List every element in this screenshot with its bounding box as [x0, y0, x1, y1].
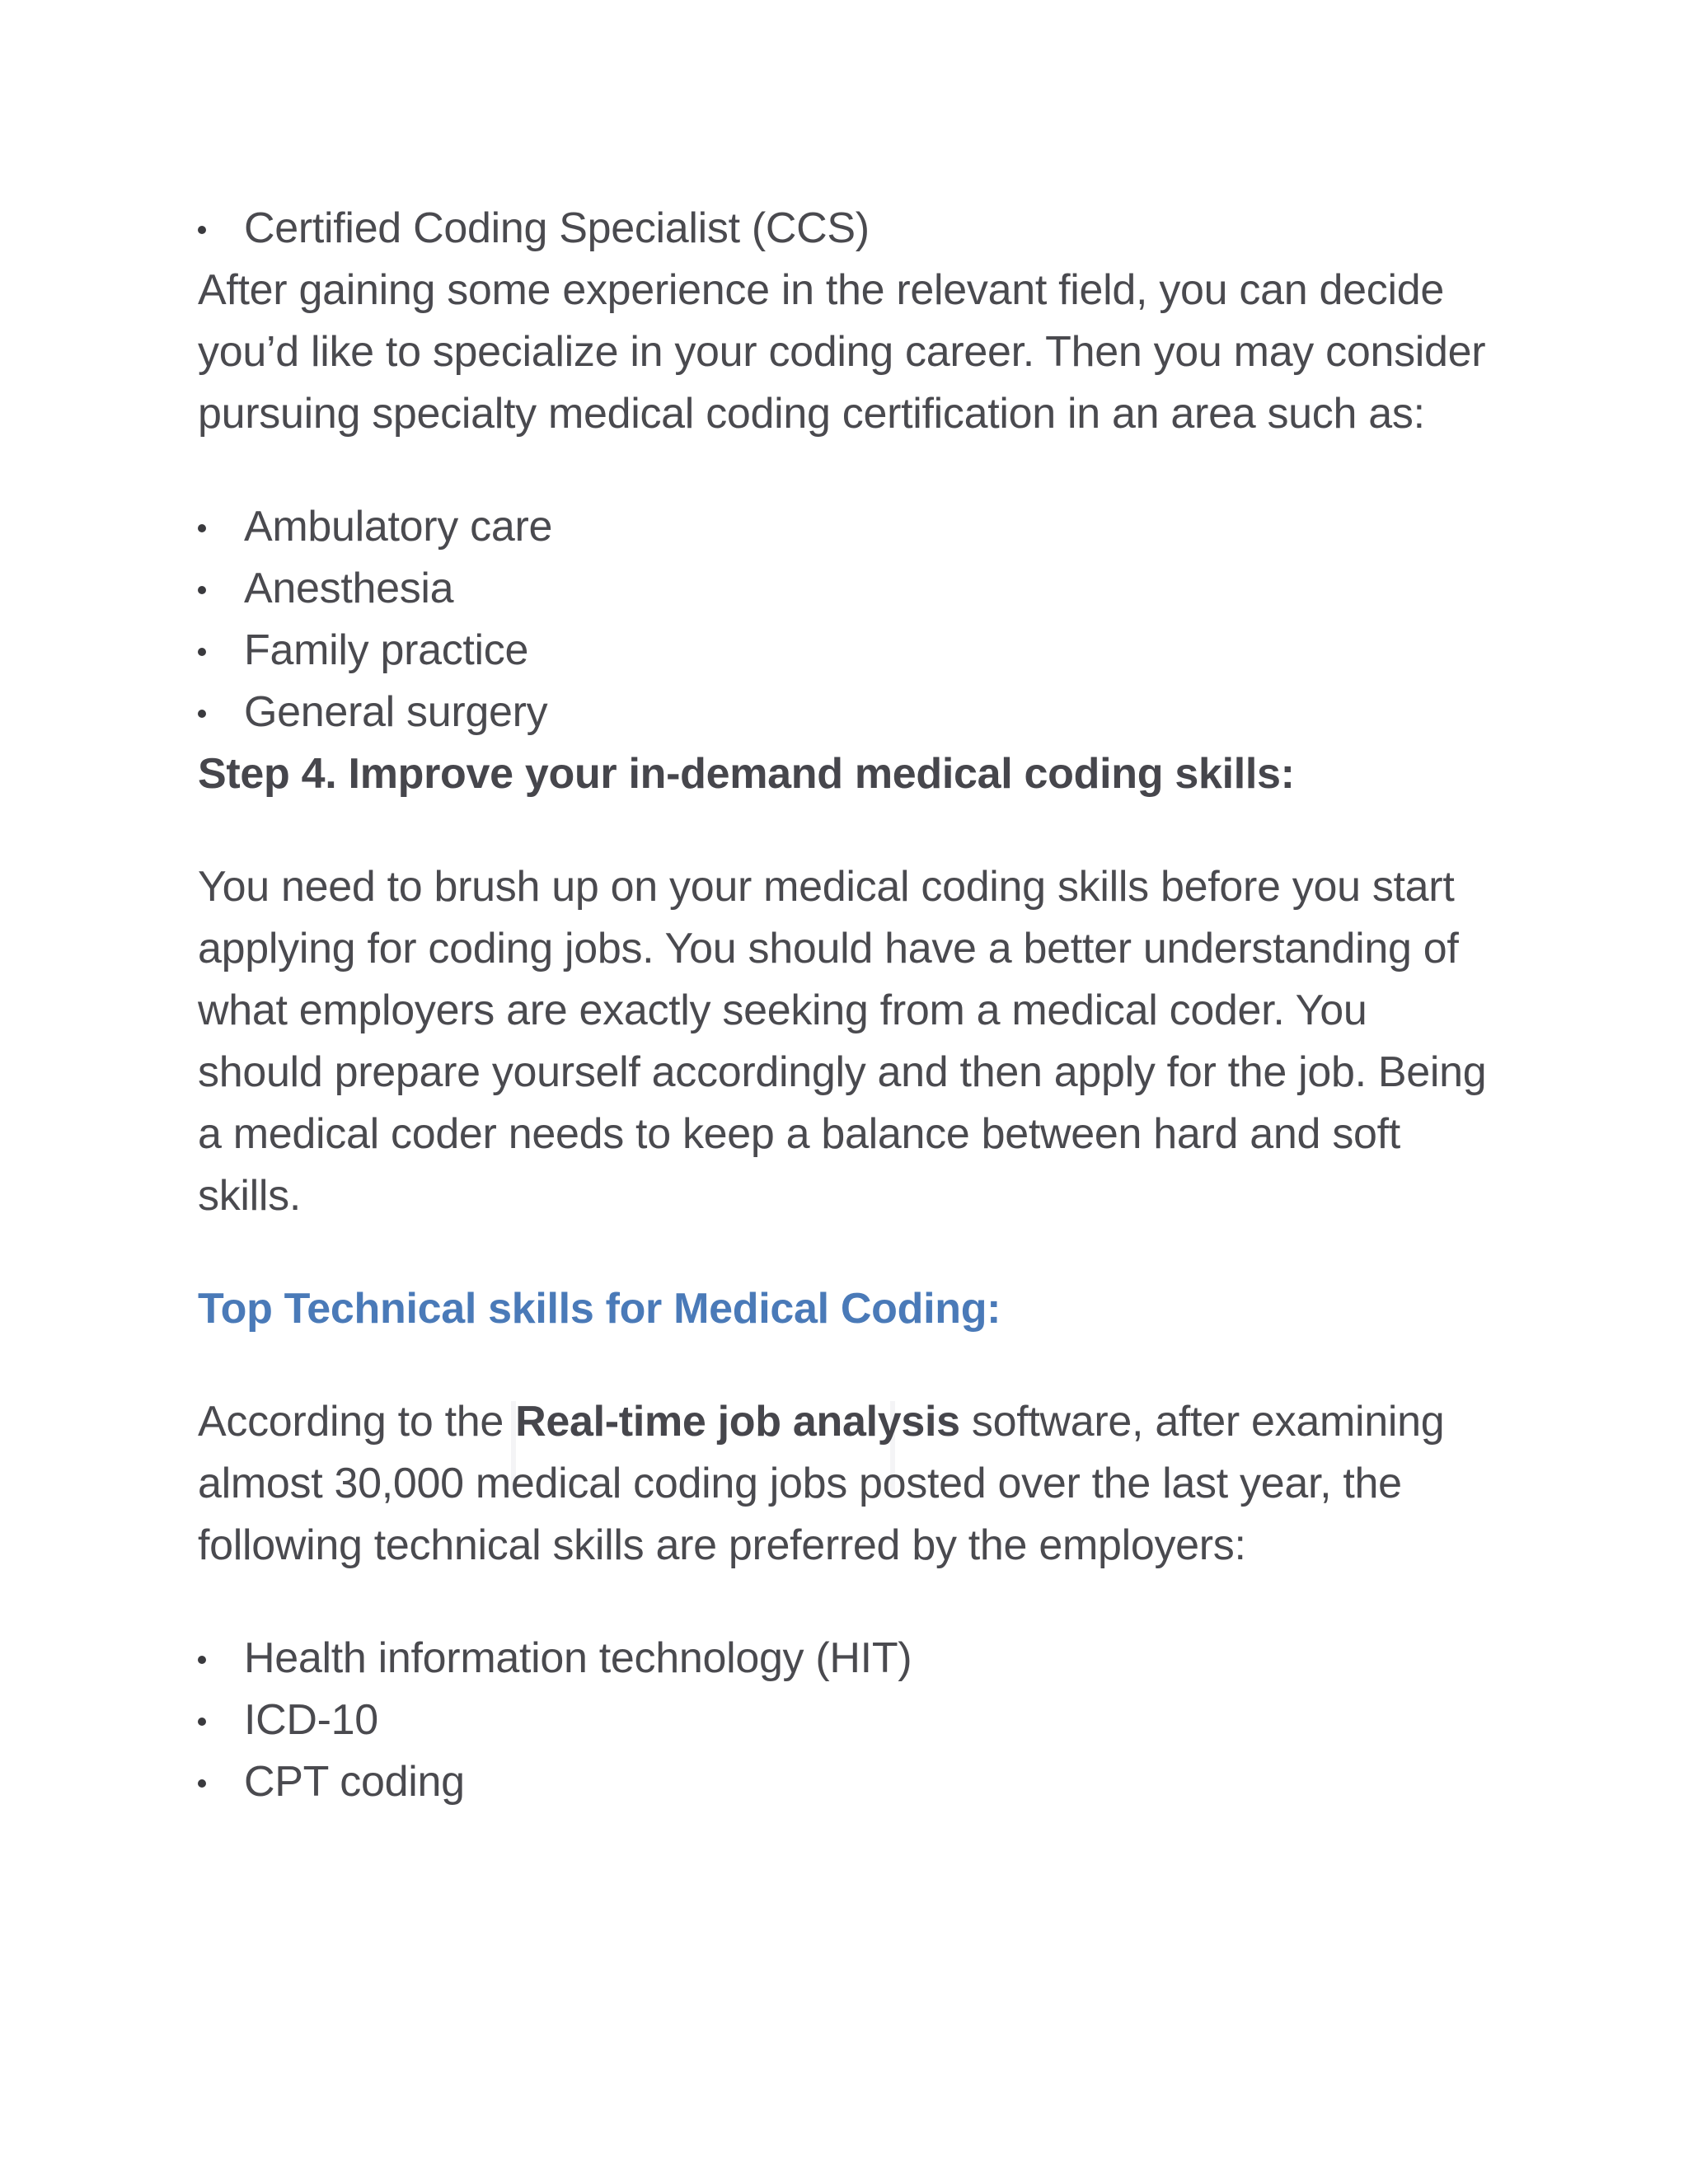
specialty-list	[198, 496, 1500, 743]
spacer	[198, 805, 1500, 856]
list-item-text: Ambulatory care	[244, 503, 553, 551]
spacer	[198, 1577, 1500, 1628]
list-item	[198, 496, 1500, 558]
list-item	[198, 620, 1500, 682]
list-item-text: Anesthesia	[244, 565, 454, 612]
spacer	[198, 1227, 1500, 1278]
list-item	[198, 682, 1500, 743]
analysis-bold-term: Real-time job analysis	[515, 1398, 960, 1446]
list-item	[198, 1751, 1500, 1813]
list-item-text: Health information technology (HIT)	[244, 1634, 912, 1682]
bullet-icon	[198, 648, 206, 656]
step4-heading: Step 4. Improve your in-demand medical coding skills:	[198, 750, 1295, 798]
paragraph-specialize: After gaining some experience in the relevant field, you can decide you’d like to specialize in your coding career. Then you may consider pursuing specialty medical coding certification in an area such as:	[198, 266, 1486, 438]
bullet-icon	[198, 1779, 206, 1788]
certification-list	[198, 198, 1500, 260]
bullet-icon	[198, 710, 206, 718]
list-item	[198, 198, 1500, 260]
technical-skills-heading: Top Technical skills for Medical Coding:	[198, 1285, 1001, 1333]
paragraph-brush-up: You need to brush up on your medical coding skills before you start applying for coding jobs. You should have a better understanding of what employers are exactly seeking from a medical coder. You should prepare yourself accordingly and then apply for the job. Being a medical coder needs to keep a balance between hard and soft skills.	[198, 863, 1487, 1220]
list-item	[198, 1690, 1500, 1751]
list-item-text: Family practice	[244, 626, 529, 674]
spacer	[198, 445, 1500, 496]
bullet-icon	[198, 1718, 206, 1726]
document-body	[198, 198, 1500, 1813]
analysis-prefix: According to the	[198, 1398, 516, 1446]
paragraph-analysis	[198, 1391, 1500, 1577]
analysis-suffix: software, after examining almost 30,000 medical coding jobs posted over the last year, the following technical skills are preferred by the employers:	[198, 1398, 1445, 1569]
spacer	[198, 1340, 1500, 1391]
bullet-icon	[198, 226, 206, 234]
technical-skills-list	[198, 1628, 1500, 1813]
list-item	[198, 558, 1500, 620]
bullet-icon	[198, 524, 206, 532]
list-item-text: Certified Coding Specialist (CCS)	[244, 204, 870, 252]
list-item-text: ICD-10	[244, 1696, 378, 1744]
list-item	[198, 1628, 1500, 1690]
list-item-text: CPT coding	[244, 1758, 465, 1806]
bullet-icon	[198, 586, 206, 594]
list-item-text: General surgery	[244, 688, 548, 736]
bullet-icon	[198, 1656, 206, 1664]
